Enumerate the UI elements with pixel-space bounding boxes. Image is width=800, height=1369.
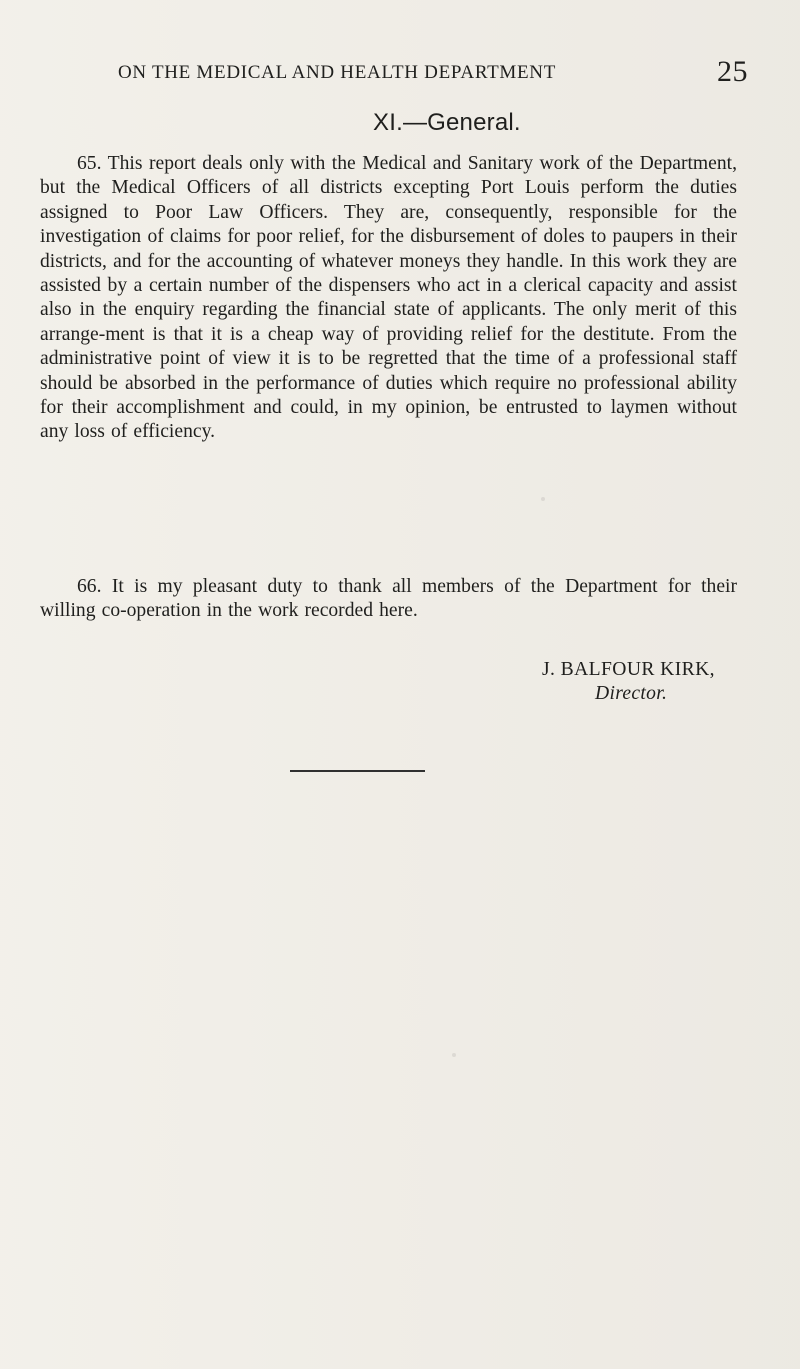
signature-title: Director. [595, 683, 668, 704]
paragraph-65: 65. This report deals only with the Medical and Sanitary work of the Department, but the Medical Officers of all districts excepting Port Louis perform the duties assigned to Poor Law Officers. They are, consequently, responsible for the investigation of claims for poor relief, for the disbursement of doles to paupers in their districts, and for the accounting of whatever moneys they handle. In this work they are assisted by a certain number of the dispensers who act in a clerical capacity and assist also in the enquiry regarding the financial state of applicants. The only merit of this arrange-ment is that it is a cheap way of providing relief for the destitute. From the administrative point of view it is to be regretted that the time of a professional staff should be absorbed in the performance of duties which require no professional ability for their accomplishment and could, in my opinion, be entrusted to laymen without any loss of efficiency. [40, 153, 737, 443]
signature-name: J. BALFOUR KIRK, [542, 659, 715, 680]
paper-spot [541, 497, 545, 501]
closing-rule [290, 770, 425, 772]
page-number: 25 [717, 55, 748, 88]
section-heading: XI.—General. [373, 109, 521, 136]
paragraph-66: 66. It is my pleasant duty to thank all members of the Department for their willing co-operation in the work recorded here. [40, 576, 737, 622]
running-header: ON THE MEDICAL AND HEALTH DEPARTMENT [118, 62, 557, 83]
paper-spot [452, 1053, 456, 1057]
signature-block [0, 658, 800, 708]
